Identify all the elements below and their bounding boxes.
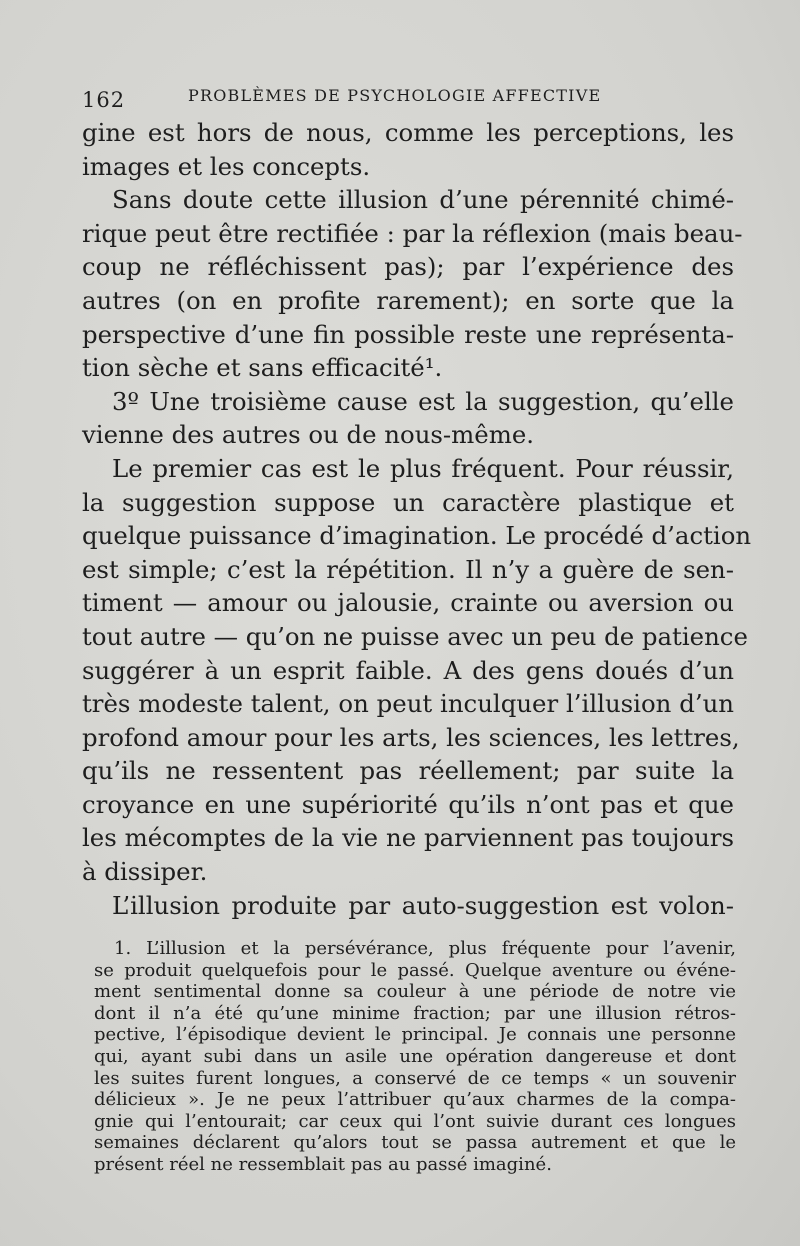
footnote <box>94 938 736 1176</box>
footnote-line: 1. L’illusion et la persévérance, plus fréquente pour l’avenir, <box>114 938 736 959</box>
text-line: coup ne réfléchissent pas); par l’expérience des <box>82 252 734 282</box>
footnote-line: dont il n’a été qu’une minime fraction; par une illusion rétros- <box>94 1002 736 1024</box>
text-line: Sans doute cette illusion d’une pérennité chimé- <box>112 185 734 215</box>
text-line: les mécomptes de la vie ne parviennent pas toujours <box>82 823 734 853</box>
text-line: vienne des autres ou de nous-même. <box>82 420 535 450</box>
text-line: suggérer à un esprit faible. A des gens doués d’un <box>82 655 734 685</box>
footnote-line: se produit quelquefois pour le passé. Quelque aventure ou événe- <box>94 959 736 981</box>
text-line: timent — amour ou jalousie, crainte ou aversion ou <box>82 588 734 618</box>
text-line: Le premier cas est le plus fréquent. Pour réussir, <box>112 453 734 483</box>
text-line: autres (on en profite rarement); en sorte que la <box>82 285 734 315</box>
footnote-line: les suites furent longues, a conservé de ce temps « un souvenir <box>94 1067 736 1089</box>
text-line: tion sèche et sans efficacité¹. <box>82 353 443 383</box>
footnote-line: présent réel ne ressemblait pas au passé imaginé. <box>94 1153 552 1175</box>
footnote-line: délicieux ». Je ne peux l’attribuer qu’aux charmes de la compa- <box>94 1089 736 1111</box>
text-line: croyance en une supériorité qu’ils n’ont pas et que <box>82 789 734 819</box>
page-header <box>82 82 722 112</box>
text-line: L’illusion produite par auto-suggestion est volon- <box>112 890 734 920</box>
text-line: profond amour pour les arts, les sciences, les lettres, <box>82 722 740 752</box>
body-text <box>82 116 752 922</box>
footnote-line: qui, ayant subi dans un asile une opération dangereuse et dont <box>94 1045 736 1067</box>
text-line: 3º Une troisième cause est la suggestion, qu’elle <box>112 386 734 416</box>
text-line: perspective d’une fin possible reste une représenta- <box>82 319 734 349</box>
text-line: rique peut être rectifiée : par la réflexion (mais beau- <box>82 218 743 248</box>
text-line: quelque puissance d’imagination. Le procédé d’action <box>82 521 752 551</box>
footnote-line: pective, l’épisodique devient le principal. Je connais une personne <box>94 1024 736 1046</box>
text-line: tout autre — qu’on ne puisse avec un peu de patience <box>82 621 748 651</box>
page-number: 162 <box>82 88 126 112</box>
footnote-line: semaines déclarent qu’alors tout se passa autrement et que le <box>94 1132 736 1154</box>
footnote-line: gnie qui l’entourait; car ceux qui l’ont suivie durant ces longues <box>94 1110 736 1132</box>
text-line: qu’ils ne ressentent pas réellement; par suite la <box>82 756 734 786</box>
text-line: très modeste talent, on peut inculquer l’illusion d’un <box>82 689 734 719</box>
text-line: images et les concepts. <box>82 151 371 181</box>
text-line: à dissiper. <box>82 857 208 887</box>
text-line: la suggestion suppose un caractère plastique et <box>82 487 734 517</box>
text-line: gine est hors de nous, comme les perceptions, les <box>82 118 734 147</box>
text-line: est simple; c’est la répétition. Il n’y a guère de sen- <box>82 554 734 584</box>
running-title: PROBLÈMES DE PSYCHOLOGIE AFFECTIVE <box>188 86 602 105</box>
footnote-line: ment sentimental donne sa couleur à une période de notre vie <box>94 981 736 1003</box>
